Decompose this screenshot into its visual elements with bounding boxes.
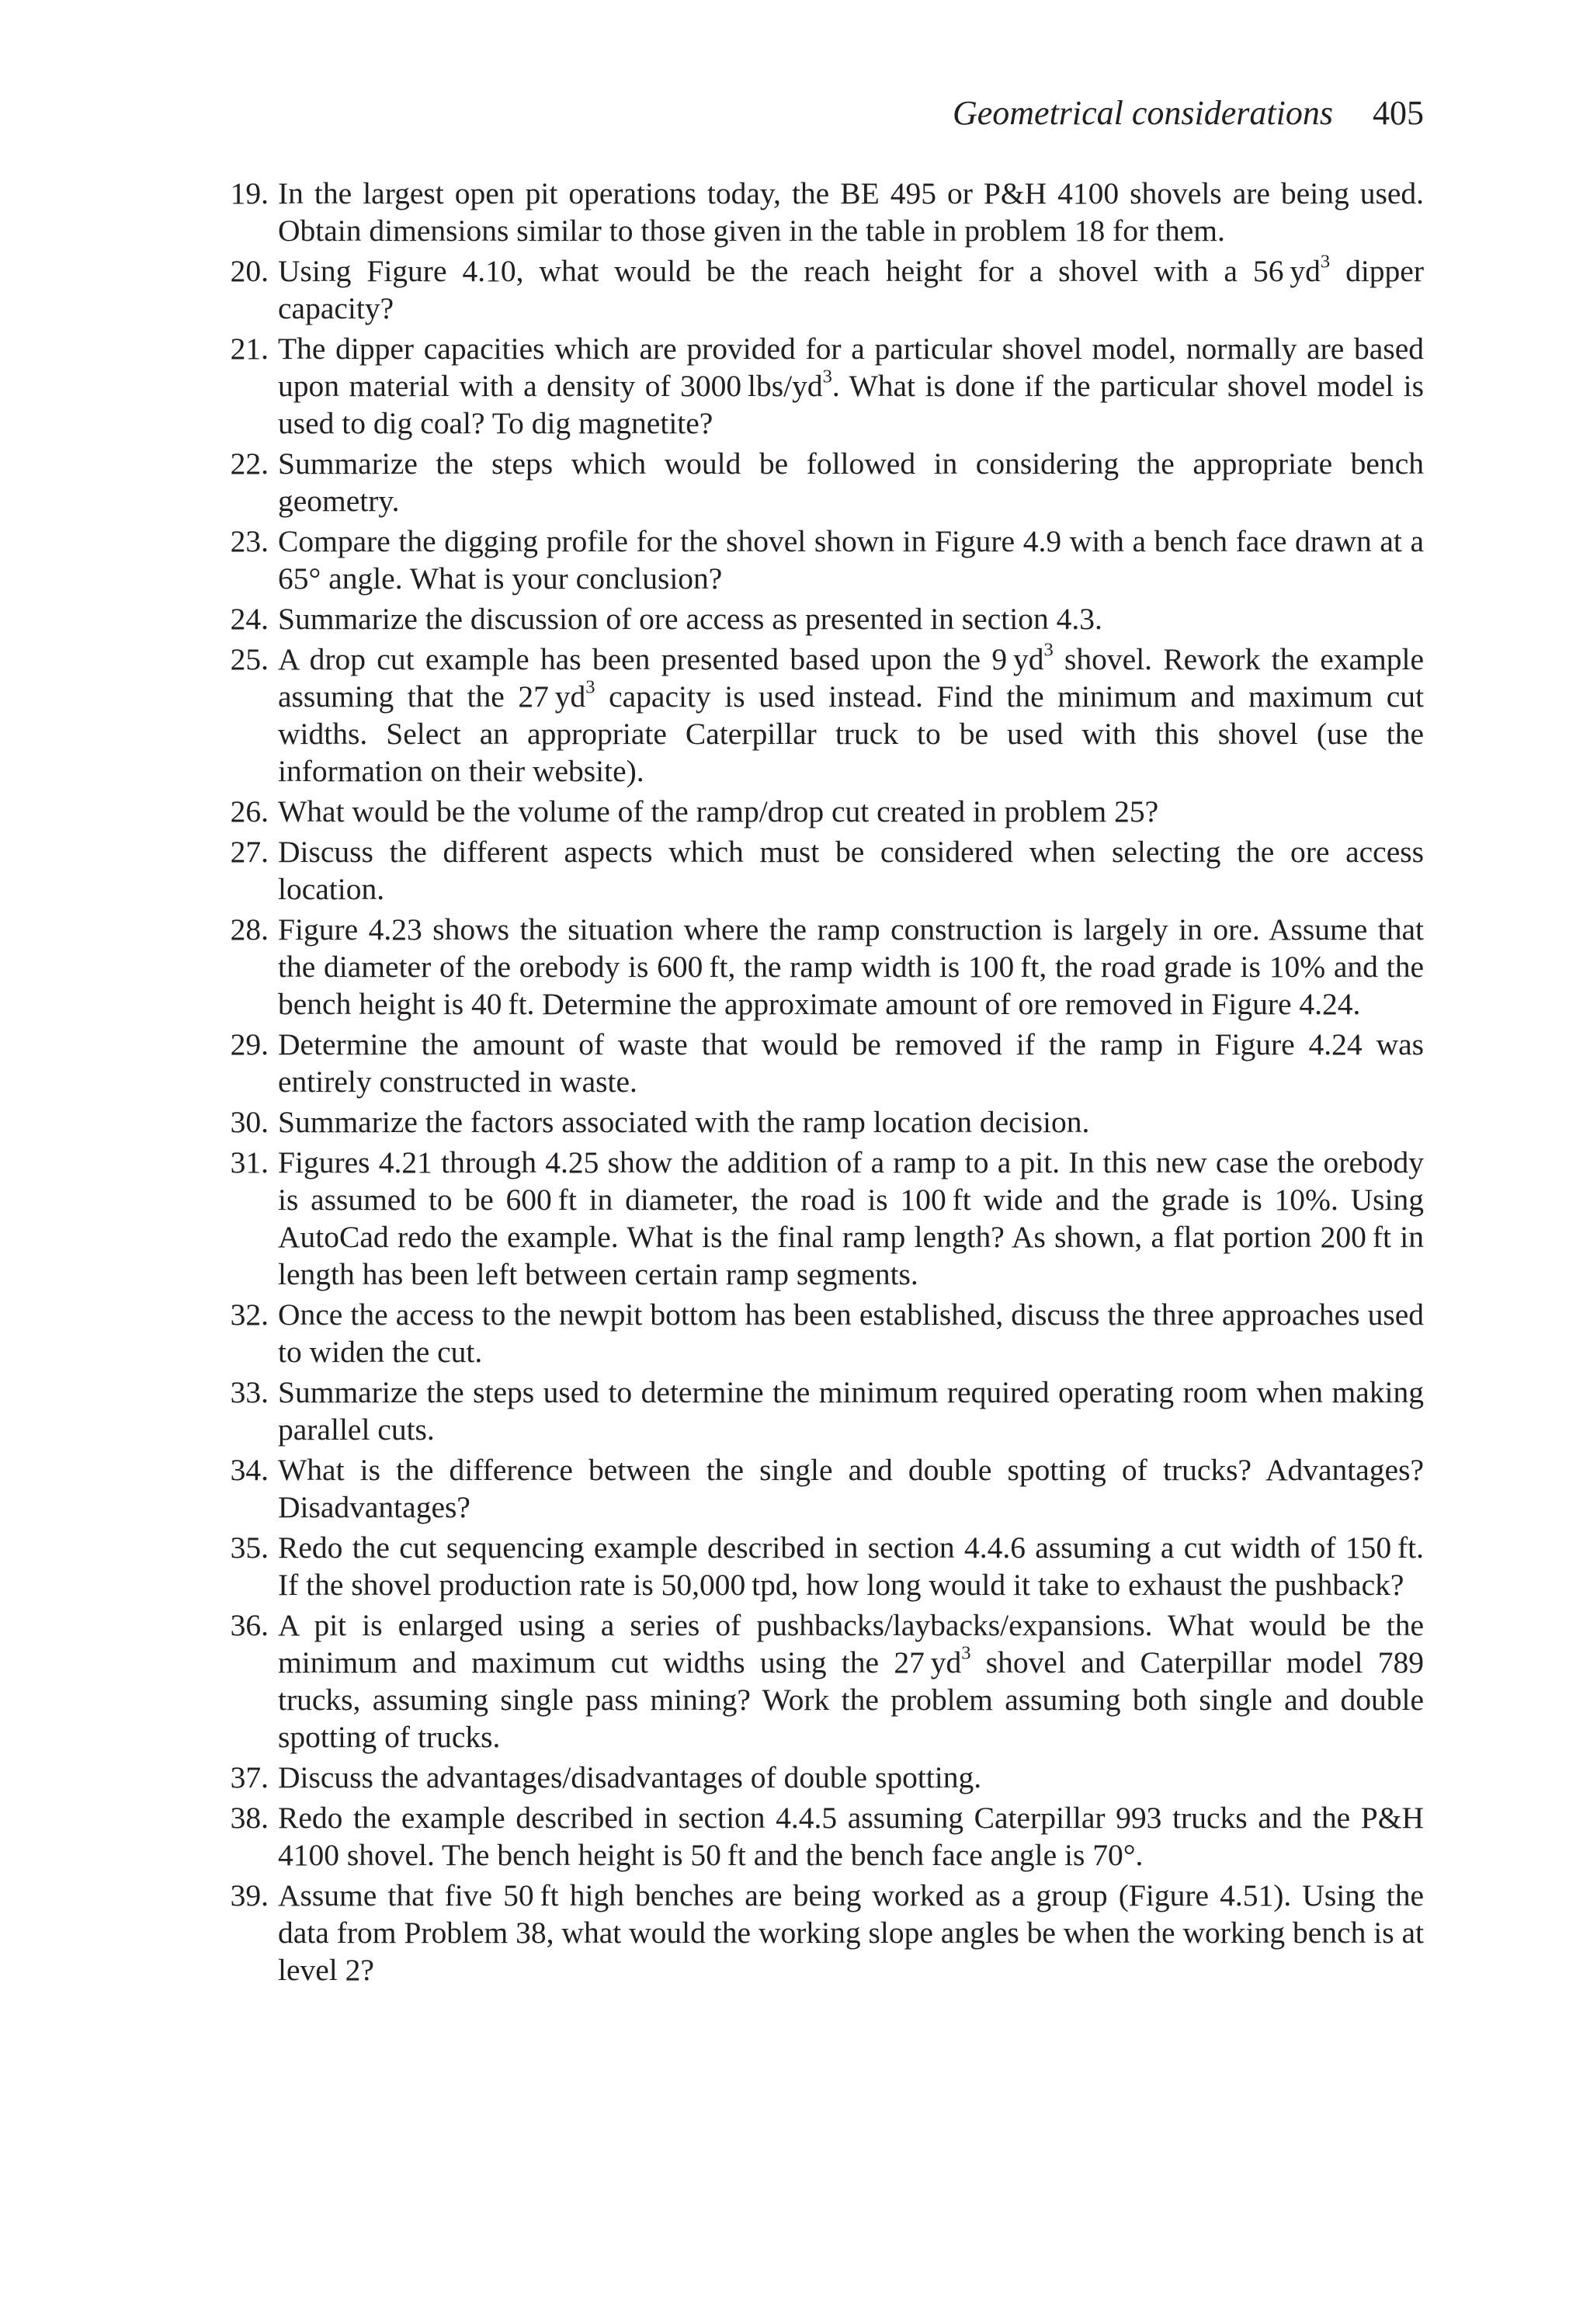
exercise-text: Compare the digging profile for the shovel shown in Figure 4.9 with a bench face drawn at a 65° angle. What is your conclusion? bbox=[278, 524, 1424, 596]
exercise-number: 33. bbox=[230, 1375, 269, 1409]
exercise-number: 27. bbox=[230, 835, 269, 869]
exercise-item bbox=[219, 600, 1424, 637]
exercise-text: What would be the volume of the ramp/drop cut created in problem 25? bbox=[278, 794, 1159, 829]
exercise-item bbox=[219, 833, 1424, 908]
exercise-item bbox=[219, 523, 1424, 597]
exercise-number: 21. bbox=[230, 332, 269, 366]
exercise-number: 28. bbox=[230, 912, 269, 947]
exercise-list bbox=[219, 175, 1424, 1992]
exercise-text: Summarize the factors associated with the ramp location decision. bbox=[278, 1105, 1090, 1139]
exercise-number: 35. bbox=[230, 1530, 269, 1565]
exercise-text: Discuss the advantages/disadvantages of double spotting. bbox=[278, 1760, 982, 1794]
exercise-text: The dipper capacities which are provided for a particular shovel model, normally are based upon material with a density of 3000 lbs/$yd^3$. What is done if the particular shovel model is used to dig coal? To dig magnetite? bbox=[278, 332, 1425, 440]
exercise-item bbox=[219, 911, 1424, 1023]
exercise-text: Redo the example described in section 4.4.5 assuming Caterpillar 993 trucks and the P&H 4100 shovel. The bench height is 50 ft and the bench face angle is 70°. bbox=[278, 1801, 1424, 1872]
running-title: Geometrical considerations bbox=[952, 94, 1333, 132]
exercise-number: 26. bbox=[230, 794, 269, 829]
exercise-item bbox=[219, 1877, 1424, 1989]
exercise-text: Using Figure 4.10, what would be the reach height for a shovel with a 56 $yd^3$ dipper capacity? bbox=[278, 251, 1424, 325]
exercise-item bbox=[219, 1374, 1424, 1448]
exercise-item bbox=[219, 793, 1424, 830]
exercise-text: Summarize the steps which would be followed in considering the appropriate bench geometry. bbox=[278, 446, 1424, 518]
exercise-text: Figure 4.23 shows the situation where the ramp construction is largely in ore. Assume that the diameter of the orebody is 600 ft, the ramp width is 100 ft, the road grade is 10% and the bench height is 40 ft. Determine the approximate amount of ore removed in Figure 4.24. bbox=[278, 912, 1424, 1021]
page-number: 405 bbox=[1373, 94, 1424, 132]
exercise-item bbox=[219, 1759, 1424, 1796]
exercise-item bbox=[219, 1144, 1424, 1293]
exercise-number: 34. bbox=[230, 1453, 269, 1487]
exercise-item bbox=[219, 252, 1424, 327]
exercise-number: 39. bbox=[230, 1878, 269, 1912]
exercise-number: 23. bbox=[230, 524, 269, 558]
exercise-number: 38. bbox=[230, 1801, 269, 1835]
exercise-item bbox=[219, 175, 1424, 249]
exercise-text: Summarize the discussion of ore access as presented in section 4.3. bbox=[278, 602, 1102, 636]
exercise-number: 31. bbox=[230, 1145, 269, 1179]
exercise-text: Once the access to the newpit bottom has been established, discuss the three approaches used to widen the cut. bbox=[278, 1297, 1424, 1369]
exercise-text: Determine the amount of waste that would be removed if the ramp in Figure 4.24 was entirely constructed in waste. bbox=[278, 1027, 1424, 1099]
exercise-text: What is the difference between the single and double spotting of trucks? Advantages? Disadvantages? bbox=[278, 1453, 1424, 1524]
exercise-number: 37. bbox=[230, 1760, 269, 1794]
exercise-text: A drop cut example has been presented based upon the 9 $yd^3$ shovel. Rework the example assuming that the 27 $yd^3$ capacity is used instead. Find the minimum and maximum cut widths. Select an appropriate Caterpillar truck to be used with this shovel (use the information on their website). bbox=[278, 639, 1424, 788]
exercise-text: In the largest open pit operations today, the BE 495 or P&H 4100 shovels are being used. Obtain dimensions similar to those given in the table in problem 18 for them. bbox=[278, 176, 1424, 248]
exercise-item bbox=[219, 330, 1424, 442]
exercise-number: 22. bbox=[230, 446, 269, 481]
exercise-item bbox=[219, 1026, 1424, 1100]
exercise-item bbox=[219, 641, 1424, 790]
exercise-number: 30. bbox=[230, 1105, 269, 1139]
exercise-number: 29. bbox=[230, 1027, 269, 1061]
exercise-item bbox=[219, 1799, 1424, 1874]
exercise-number: 32. bbox=[230, 1297, 269, 1332]
exercise-number: 36. bbox=[230, 1608, 269, 1642]
exercise-text: Assume that five 50 ft high benches are being worked as a group (Figure 4.51). Using the data from Problem 38, what would the working slope angles be when the working bench is at level 2? bbox=[278, 1878, 1424, 1987]
exercise-number: 25. bbox=[230, 642, 269, 676]
exercise-item bbox=[219, 1529, 1424, 1603]
exercise-item bbox=[219, 1607, 1424, 1756]
exercise-number: 24. bbox=[230, 602, 269, 636]
running-head bbox=[953, 92, 1424, 135]
exercise-text: Discuss the different aspects which must be considered when selecting the ore access location. bbox=[278, 835, 1424, 906]
exercise-text: Redo the cut sequencing example described in section 4.4.6 assuming a cut width of 150 ft. If the shovel production rate is 50,000 tpd, how long would it take to exhaust the pushback? bbox=[278, 1530, 1424, 1602]
exercise-item bbox=[219, 1296, 1424, 1370]
exercise-item bbox=[219, 445, 1424, 519]
exercise-text: Summarize the steps used to determine the minimum required operating room when making parallel cuts. bbox=[278, 1375, 1424, 1447]
exercise-text: A pit is enlarged using a series of pushbacks/laybacks/expansions. What would be the minimum and maximum cut widths using the 27 $yd^3$ shovel and Caterpillar model 789 trucks, assuming single pass mining? Work the problem assuming both single and double spotting of trucks. bbox=[278, 1608, 1424, 1754]
exercise-number: 20. bbox=[230, 254, 269, 288]
exercise-number: 19. bbox=[230, 176, 269, 210]
exercise-item bbox=[219, 1103, 1424, 1141]
exercise-text: Figures 4.21 through 4.25 show the addition of a ramp to a pit. In this new case the orebody is assumed to be 600 ft in diameter, the road is 100 ft wide and the grade is 10%. Using AutoCad redo the example. What is the final ramp length? As shown, a flat portion 200 ft in length has been left between certain ramp segments. bbox=[278, 1145, 1424, 1291]
exercise-item bbox=[219, 1451, 1424, 1526]
